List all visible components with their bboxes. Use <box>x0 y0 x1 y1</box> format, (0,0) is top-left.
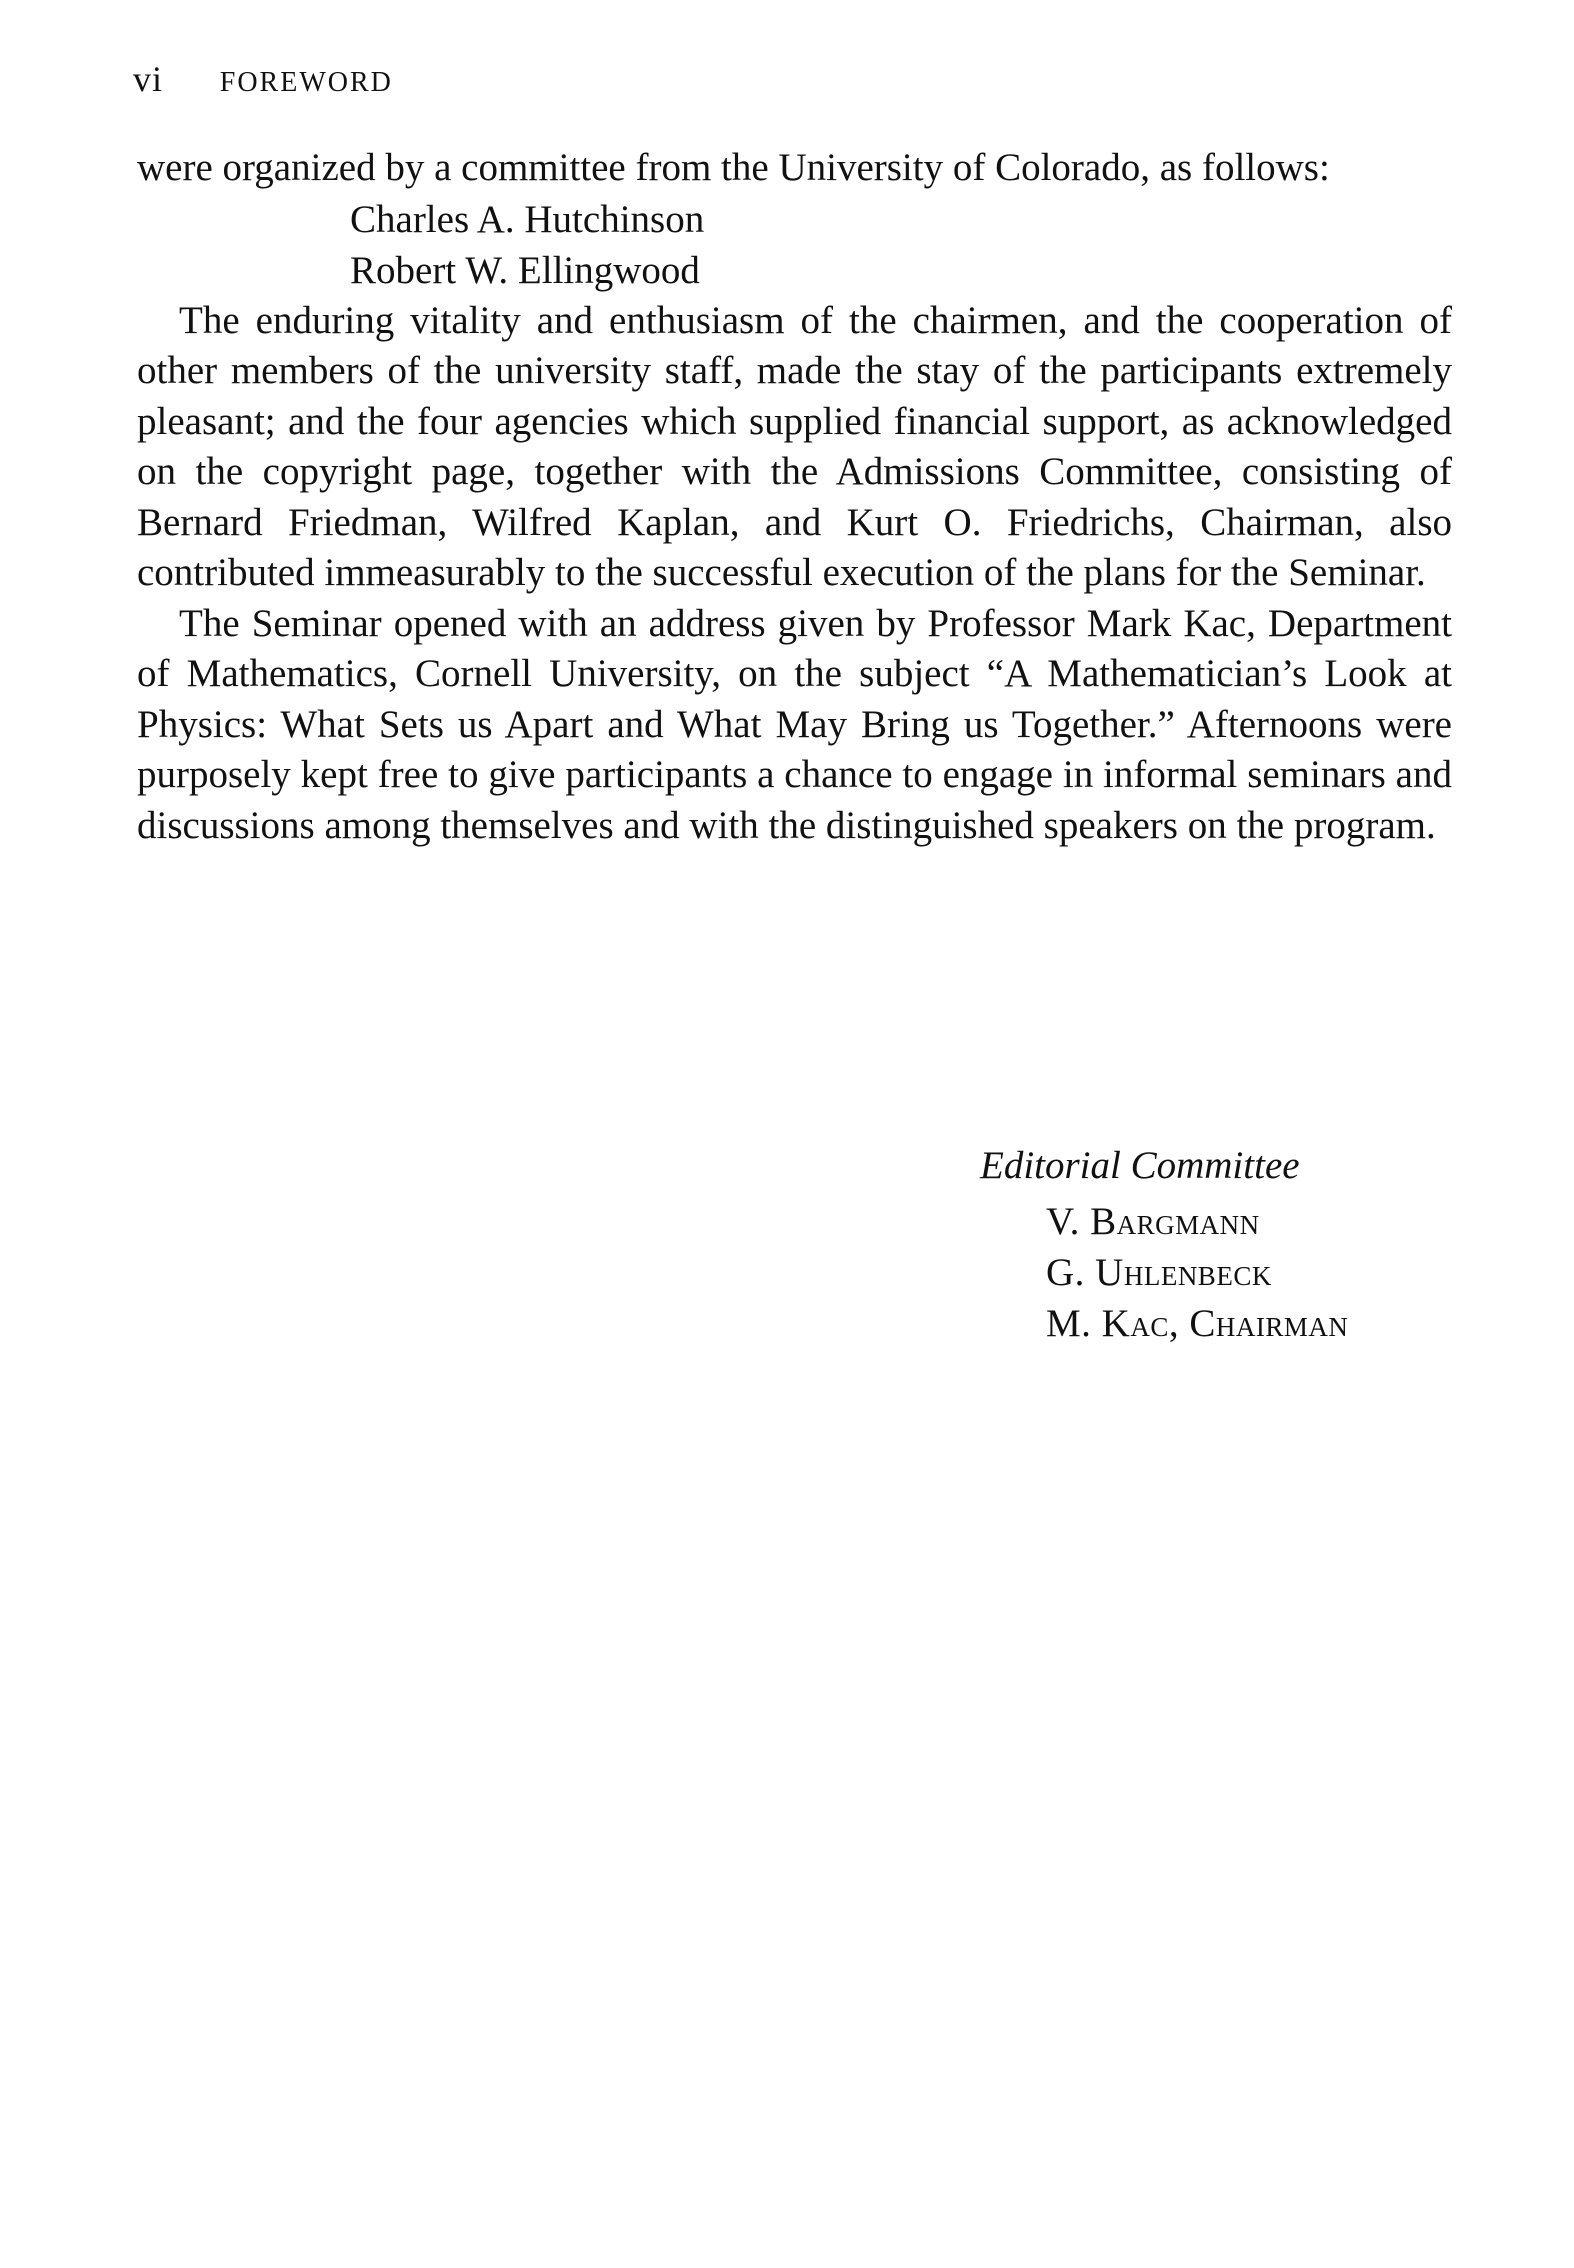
page-number: vi <box>133 59 164 99</box>
organizer-name: Charles A. Hutchinson <box>350 197 705 241</box>
body-text <box>137 143 1452 851</box>
organizers-list <box>137 194 1452 296</box>
seminar-paragraph: The Seminar opened with an address given by Professor Mark Kac, Department of Mathematics, Cornell University, on the subject “A Mathematician’s Look at Physics: What Sets us Apart and What May Bring us Together.” Afternoons were purposely kept free to give participants a chance to engage in informal seminars and discussions among themselves and with the distinguished speakers on the program. <box>137 601 1452 847</box>
committee-title: Editorial Committee <box>980 1144 1300 1187</box>
committee-members <box>980 1196 1348 1349</box>
section-title: FOREWORD <box>219 67 393 98</box>
signature-block <box>980 1140 1348 1349</box>
running-head <box>133 58 393 100</box>
committee-member: V. Bargmann <box>1046 1200 1260 1243</box>
acknowledgement-paragraph: The enduring vitality and enthusiasm of the chairmen, and the cooperation of other members of the university staff, made the stay of the participants extremely pleasant; and the four agencies which supplied financial support, as acknowledged on the copyright page, together with the Admissions Committee, consisting of Bernard Friedman, Wilfred Kaplan, and Kurt O. Friedrichs, Chairman, also contributed immeasurably to the successful execution of the plans for the Seminar. <box>137 298 1452 594</box>
committee-member: G. Uhlenbeck <box>1046 1251 1272 1294</box>
intro-paragraph: were organized by a committee from the University of Colorado, as follows: <box>137 146 1330 189</box>
committee-member: M. Kac, Chairman <box>1046 1302 1349 1345</box>
organizer-name: Robert W. Ellingwood <box>350 248 700 292</box>
